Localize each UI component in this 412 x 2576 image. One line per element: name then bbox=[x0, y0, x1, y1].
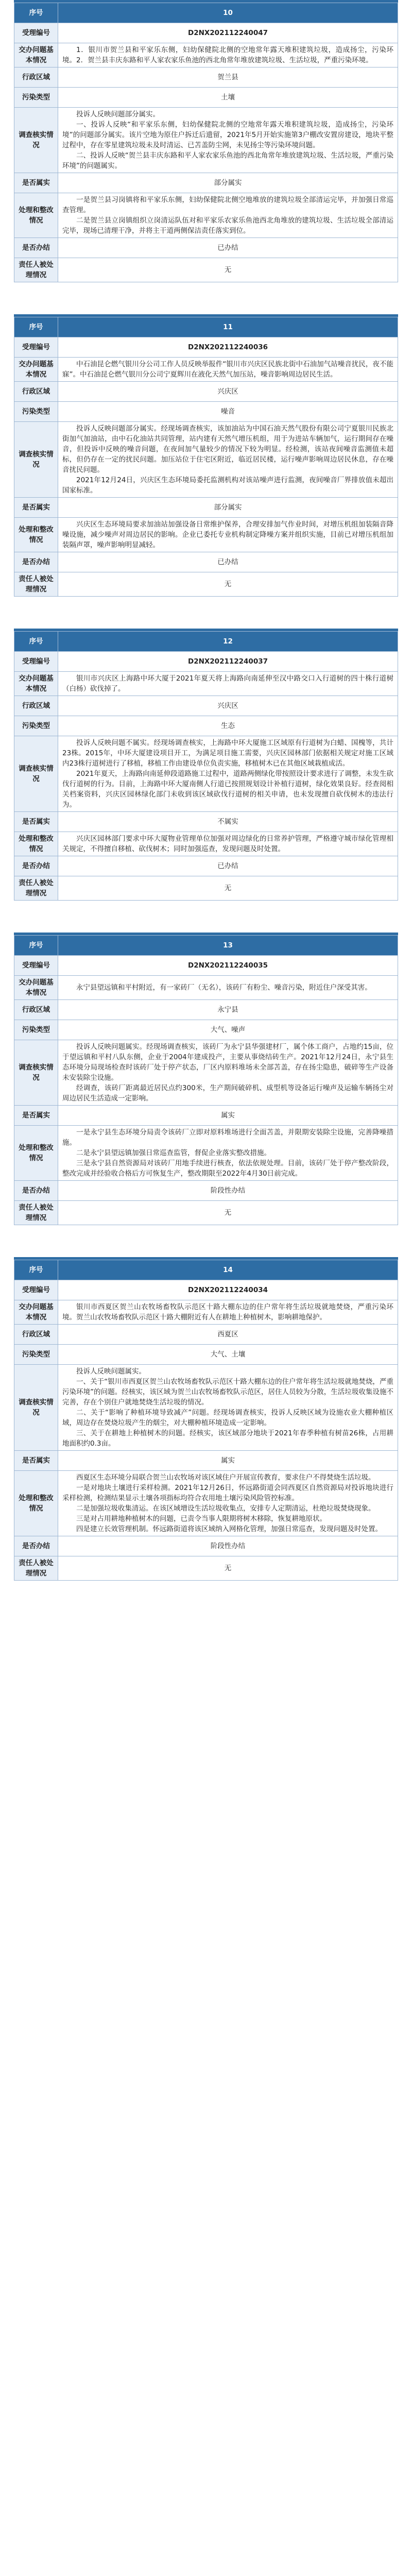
investigation-text bbox=[58, 1365, 398, 1451]
label-finished: 是否办结 bbox=[14, 552, 58, 572]
basic-info: 1．银川市贺兰县和平家乐东侧，妇幼保健院北侧的空地常年露天堆积建筑垃圾，造成扬尘，污染环境。2．贺兰县丰庆东路和平人家农家乐鱼池的西北角常年堆放建筑垃圾、生活垃圾，严重污染环境。 bbox=[62, 46, 393, 64]
label-pollution: 污染类型 bbox=[14, 1345, 58, 1365]
row-accountable bbox=[14, 1201, 398, 1225]
row-number bbox=[14, 1260, 398, 1280]
row-number bbox=[14, 3, 398, 23]
investigation-paragraph: 二、关于“影响了种植环境导致减产”问题。经现场调查核实，投诉人反映区域为设施农业大棚种植区域，周边存在焚烧垃圾产生的烟尘，对大棚种植环境造成一定影响。 bbox=[62, 1409, 393, 1427]
investigation-paragraph: 投诉人反映问题部分属实。经现场调查核实，该加油站为中国石油天然气股份有限公司宁夏银川民族北街加气加油站，由中石化油站共同管理，站内建有天然气增压机组，用于为进站车辆加气，运行期间存在噪音，但投诉中反映的噪音问题，在夜间加气量较少的情况下较为明显。经检测，该站夜间噪音监测值未超标，但仍存在一定的扰民问题。加压站位于住宅区附近，临近居民楼，运行噪声影响周边居民休息，存在噪音扰民问题。 bbox=[62, 425, 393, 474]
row-region bbox=[14, 382, 398, 402]
receipt-number: D2NX202112240036 bbox=[58, 337, 398, 358]
label-verified: 是否属实 bbox=[14, 1451, 58, 1471]
accountable-value: 无 bbox=[58, 1556, 398, 1581]
label-accountable: 责任人被处理情况 bbox=[14, 258, 58, 282]
row-region bbox=[14, 67, 398, 88]
case-table bbox=[14, 3, 398, 282]
label-number: 序号 bbox=[14, 632, 58, 652]
handling-paragraph: 兴庆区园林部门要求中环大厦物业管理单位加强对周边绿化的日常养护管理，严格遵守城市绿化管理相关规定，不得擅自移植、砍伐树木；同时加强巡查，发现问题及时处置。 bbox=[62, 835, 393, 853]
row-investigation bbox=[14, 1365, 398, 1451]
label-region: 行政区域 bbox=[14, 696, 58, 716]
case-card bbox=[14, 1257, 398, 1581]
pollution-type: 生态 bbox=[58, 716, 398, 736]
verified-value: 部分属实 bbox=[58, 173, 398, 193]
label-number: 序号 bbox=[14, 317, 58, 337]
handling-paragraph: 三是永宁县自然资源局对该砖厂用地手续进行核查，依法依规处理。目前，该砖厂处于停产整改阶段，整改完成并经验收合格后方可恢复生产，整改期限至2022年4月30日前完成。 bbox=[62, 1159, 393, 1178]
label-region: 行政区域 bbox=[14, 1000, 58, 1020]
investigation-paragraph: 2021年夏天，上海路向南延伸段道路施工过程中，道路两侧绿化带按照设计要求进行了调整，未发生砍伐行道树的行为。目前，上海路中环大厦南侧人行道已按照规划设计补植行道树，绿化效果良好。经查阅相关档案资料，兴庆区园林绿化部门未收到该区域砍伐行道树的相关申请，也未发现擅自砍伐树木的违法行为。 bbox=[62, 770, 393, 809]
receipt-number: D2NX202112240035 bbox=[58, 956, 398, 976]
receipt-number: D2NX202112240037 bbox=[58, 652, 398, 672]
label-handling: 处理和整改情况 bbox=[14, 518, 58, 552]
investigation-paragraph: 投诉人反映问题部分属实。 bbox=[76, 110, 160, 118]
label-receipt: 受理编号 bbox=[14, 1280, 58, 1300]
accountable-value: 无 bbox=[58, 572, 398, 597]
pollution-type: 大气、噪声 bbox=[58, 1020, 398, 1040]
row-receipt bbox=[14, 956, 398, 976]
row-basic bbox=[14, 43, 398, 67]
row-verified bbox=[14, 498, 398, 518]
handling-text bbox=[58, 832, 398, 856]
row-receipt bbox=[14, 23, 398, 43]
label-accountable: 责任人被处理情况 bbox=[14, 876, 58, 901]
finished-value: 已办结 bbox=[58, 238, 398, 258]
row-handling bbox=[14, 1471, 398, 1536]
investigation-text bbox=[58, 736, 398, 812]
label-receipt: 受理编号 bbox=[14, 337, 58, 358]
investigation-paragraph: 一、关于“银川市西夏区贺兰山农牧场畜牧队示范区十路大棚东边的住户常年将生活垃圾就地焚烧，严重污染环境”的问题。经核实，该区域为贺兰山农牧场畜牧队示范区，居住人员较为分散，生活垃圾收集设施不完善，存在个别住户就地焚烧生活垃圾的情况。 bbox=[62, 1378, 393, 1406]
label-verified: 是否属实 bbox=[14, 498, 58, 518]
row-finished bbox=[14, 1536, 398, 1556]
label-verified: 是否属实 bbox=[14, 812, 58, 832]
label-verified: 是否属实 bbox=[14, 173, 58, 193]
row-receipt bbox=[14, 337, 398, 358]
label-number: 序号 bbox=[14, 936, 58, 956]
row-investigation bbox=[14, 736, 398, 812]
case-number: 12 bbox=[58, 632, 398, 652]
row-accountable bbox=[14, 572, 398, 597]
handling-paragraph: 一是贺兰县习岗镇将和平家乐东侧，妇幼保健院北侧空地堆放的建筑垃圾全部清运完毕，并加强日常巡查管理。 bbox=[62, 196, 393, 214]
label-accountable: 责任人被处理情况 bbox=[14, 1201, 58, 1225]
label-pollution: 污染类型 bbox=[14, 88, 58, 108]
label-handling: 处理和整改情况 bbox=[14, 1471, 58, 1536]
label-accountable: 责任人被处理情况 bbox=[14, 572, 58, 597]
case-card bbox=[14, 0, 398, 282]
handling-paragraph: 二是贺兰县立岗镇组织立岗清运队伍对和平家乐农家乐鱼池西北角堆放的建筑垃圾、生活垃圾全部清运完毕，现场已清理干净，并将主干道两侧保洁责任落实到位。 bbox=[62, 216, 393, 235]
label-handling: 处理和整改情况 bbox=[14, 832, 58, 856]
label-basic: 交办问题基本情况 bbox=[14, 43, 58, 67]
handling-paragraph: 一是永宁县生态环境分局责令该砖厂立即对原料堆场进行全面苫盖，并限期安装除尘设施，完善降噪措施。 bbox=[62, 1128, 393, 1147]
handling-paragraph: 二是加强垃圾收集清运。在该区域增设生活垃圾收集点，安排专人定期清运，杜绝垃圾焚烧现象。 bbox=[76, 1504, 375, 1513]
region-value: 兴庆区 bbox=[58, 382, 398, 402]
row-basic bbox=[14, 1300, 398, 1325]
row-basic bbox=[14, 358, 398, 382]
label-finished: 是否办结 bbox=[14, 238, 58, 258]
investigation-paragraph: 二、投诉人反映“贺兰县丰庆东路和平人家农家乐鱼池的西北角常年堆放建筑垃圾、生活垃圾，严重污染环境”的问题属实。 bbox=[62, 151, 393, 170]
label-pollution: 污染类型 bbox=[14, 1020, 58, 1040]
pollution-type: 噪音 bbox=[58, 402, 398, 422]
case-table bbox=[14, 631, 398, 901]
handling-paragraph: 四是建立长效管理机制。怀远路街道将该区域纳入网格化管理，加强日常巡查，发现问题及时处置。 bbox=[76, 1525, 382, 1533]
label-number: 序号 bbox=[14, 1260, 58, 1280]
row-pollution bbox=[14, 1345, 398, 1365]
case-card bbox=[14, 314, 398, 597]
label-verified: 是否属实 bbox=[14, 1106, 58, 1126]
investigation-paragraph: 投诉人反映问题属实。 bbox=[76, 1367, 146, 1376]
case-table bbox=[14, 317, 398, 597]
label-pollution: 污染类型 bbox=[14, 402, 58, 422]
verified-value: 属实 bbox=[58, 1451, 398, 1471]
investigation-text bbox=[58, 422, 398, 498]
row-accountable bbox=[14, 876, 398, 901]
row-finished bbox=[14, 1181, 398, 1201]
accountable-value: 无 bbox=[58, 1201, 398, 1225]
row-number bbox=[14, 632, 398, 652]
verified-value: 不属实 bbox=[58, 812, 398, 832]
handling-paragraph: 西夏区生态环境分局联合贺兰山农牧场对该区域住户开展宣传教育，要求住户不得焚烧生活垃圾。 bbox=[76, 1473, 375, 1482]
label-investigation: 调查核实情况 bbox=[14, 1365, 58, 1451]
row-receipt bbox=[14, 652, 398, 672]
case-card bbox=[14, 629, 398, 901]
row-investigation bbox=[14, 1040, 398, 1106]
row-handling bbox=[14, 518, 398, 552]
row-basic bbox=[14, 672, 398, 696]
handling-paragraph: 二是永宁县望远镇加强日常巡查监管，督促企业落实整改措施。 bbox=[76, 1149, 271, 1157]
verified-value: 部分属实 bbox=[58, 498, 398, 518]
label-investigation: 调查核实情况 bbox=[14, 736, 58, 812]
row-basic bbox=[14, 976, 398, 1000]
handling-paragraph: 一是对地块土壤进行采样检测。2021年12月26日，怀远路街道会同西夏区自然资源局对投诉地块进行采样检测，检测结果显示土壤各项指标均符合农用地土壤污染风险管控标准。 bbox=[62, 1484, 393, 1502]
label-pollution: 污染类型 bbox=[14, 716, 58, 736]
pollution-type: 土壤 bbox=[58, 88, 398, 108]
label-basic: 交办问题基本情况 bbox=[14, 358, 58, 382]
finished-value: 已办结 bbox=[58, 856, 398, 876]
region-value: 贺兰县 bbox=[58, 67, 398, 88]
finished-value: 阶段性办结 bbox=[58, 1181, 398, 1201]
label-finished: 是否办结 bbox=[14, 856, 58, 876]
basic-info: 银川市西夏区贺兰山农牧场畜牧队示范区十路大棚东边的住户常年将生活垃圾就地焚烧，严重污染环境。贺兰山农牧场畜牧队示范区十路大棚附近有人在耕地上种植树木，影响耕地保护。 bbox=[62, 1303, 393, 1321]
case-table bbox=[14, 935, 398, 1225]
accountable-value: 无 bbox=[58, 258, 398, 282]
row-investigation bbox=[14, 108, 398, 173]
receipt-number: D2NX202112240047 bbox=[58, 23, 398, 43]
investigation-paragraph: 投诉人反映问题不属实。经现场调查核实，上海路中环大厦施工区域原有行道树为白蜡、国槐等，共计23株。2015年，中环大厦建设项目开工，为满足项目施工需要，兴庆区园林部门依据相关规定对施工区域内23株行道树进行了移植，移植工作由建设单位负责实施，移植树木已在其他区域栽植成活。 bbox=[62, 739, 393, 768]
finished-value: 已办结 bbox=[58, 552, 398, 572]
investigation-paragraph: 投诉人反映问题属实。经现场调查核实，该砖厂为永宁县华强建材厂，属个体工商户，占地约15亩，位于望远镇和平村八队东侧，企业于2004年建成投产，主要从事烧结砖生产。2021年12月24日，永宁县生态环境分局现场检查时该砖厂处于停产状态，厂区内原料堆场未全部苫盖，存在扬尘隐患，破碎等生产设备未安装除尘设施。 bbox=[62, 1043, 393, 1082]
investigation-paragraph: 2021年12月24日，兴庆区生态环境局委托监测机构对该站噪声进行监测，夜间噪音厂界排放值未超出国家标准。 bbox=[62, 476, 393, 495]
label-investigation: 调查核实情况 bbox=[14, 422, 58, 498]
row-receipt bbox=[14, 1280, 398, 1300]
case-number: 11 bbox=[58, 317, 398, 337]
row-pollution bbox=[14, 1020, 398, 1040]
handling-paragraph: 三是对占用耕地种植树木的问题，已责令当事人限期将树木移除，恢复耕地原状。 bbox=[76, 1515, 327, 1523]
accountable-value: 无 bbox=[58, 876, 398, 901]
label-accountable: 责任人被处理情况 bbox=[14, 1556, 58, 1581]
label-number: 序号 bbox=[14, 3, 58, 23]
row-investigation bbox=[14, 422, 398, 498]
row-pollution bbox=[14, 88, 398, 108]
row-region bbox=[14, 1325, 398, 1345]
row-verified bbox=[14, 812, 398, 832]
label-investigation: 调查核实情况 bbox=[14, 1040, 58, 1106]
label-handling: 处理和整改情况 bbox=[14, 1126, 58, 1181]
receipt-number: D2NX202112240034 bbox=[58, 1280, 398, 1300]
handling-text bbox=[58, 518, 398, 552]
row-handling bbox=[14, 832, 398, 856]
row-finished bbox=[14, 856, 398, 876]
case-table bbox=[14, 1260, 398, 1581]
row-verified bbox=[14, 1451, 398, 1471]
row-number bbox=[14, 936, 398, 956]
investigation-paragraph: 三、关于在耕地上种植树木的问题。经核实，该区域部分地块于2021年春季种植有树苗26株，占用耕地面积约0.3亩。 bbox=[62, 1429, 393, 1448]
basic-info: 永宁县望远镇和平村附近，有一家砖厂（无名），该砖厂有粉尘、噪音污染，附近住户深受其害。 bbox=[76, 984, 372, 992]
row-region bbox=[14, 696, 398, 716]
label-basic: 交办问题基本情况 bbox=[14, 672, 58, 696]
row-accountable bbox=[14, 1556, 398, 1581]
label-region: 行政区域 bbox=[14, 382, 58, 402]
row-handling bbox=[14, 193, 398, 238]
pollution-type: 大气、土壤 bbox=[58, 1345, 398, 1365]
handling-paragraph: 兴庆区生态环境局要求加油站加强设备日常维护保养，合理安排加气作业时间，对增压机组加装隔音降噪设施，减少噪声对周边居民的影响。企业已委托专业机构制定降噪方案并组织实施，目前已对增压机组加装隔声罩，噪声影响明显减轻。 bbox=[62, 520, 393, 549]
label-region: 行政区域 bbox=[14, 67, 58, 88]
label-region: 行政区域 bbox=[14, 1325, 58, 1345]
row-pollution bbox=[14, 402, 398, 422]
investigation-text bbox=[58, 108, 398, 173]
row-number bbox=[14, 317, 398, 337]
handling-text bbox=[58, 1126, 398, 1181]
region-value: 兴庆区 bbox=[58, 696, 398, 716]
row-pollution bbox=[14, 716, 398, 736]
label-investigation: 调查核实情况 bbox=[14, 108, 58, 173]
case-card bbox=[14, 933, 398, 1225]
region-value: 永宁县 bbox=[58, 1000, 398, 1020]
label-basic: 交办问题基本情况 bbox=[14, 1300, 58, 1325]
row-verified bbox=[14, 1106, 398, 1126]
handling-text bbox=[58, 1471, 398, 1536]
label-basic: 交办问题基本情况 bbox=[14, 976, 58, 1000]
case-number: 13 bbox=[58, 936, 398, 956]
case-number: 14 bbox=[58, 1260, 398, 1280]
row-handling bbox=[14, 1126, 398, 1181]
row-finished bbox=[14, 238, 398, 258]
row-region bbox=[14, 1000, 398, 1020]
case-list bbox=[14, 0, 398, 1613]
label-receipt: 受理编号 bbox=[14, 652, 58, 672]
investigation-paragraph: 经调查，该砖厂距离最近居民点约300米，生产期间破碎机、成型机等设备运行噪声及运输车辆扬尘对周边居民生活造成一定影响。 bbox=[62, 1084, 393, 1103]
basic-info: 银川市兴庆区上海路中环大厦于2021年夏天将上海路向南延伸至汉中路交口入行道树的四十株行道树（白杨）砍伐掉了。 bbox=[62, 674, 393, 693]
label-finished: 是否办结 bbox=[14, 1181, 58, 1201]
row-finished bbox=[14, 552, 398, 572]
handling-text bbox=[58, 193, 398, 238]
row-accountable bbox=[14, 258, 398, 282]
basic-info: 中石油昆仑燃气银川分公司工作人员反映举报件“银川市兴庆区民族北街中石油加气站噪音扰民，夜不能寐”。中石油昆仑燃气银川分公司宁夏辉川在液化天然气加压站，噪音影响周边居民生活。 bbox=[62, 360, 393, 379]
label-receipt: 受理编号 bbox=[14, 956, 58, 976]
case-number: 10 bbox=[58, 3, 398, 23]
label-handling: 处理和整改情况 bbox=[14, 193, 58, 238]
label-finished: 是否办结 bbox=[14, 1536, 58, 1556]
label-receipt: 受理编号 bbox=[14, 23, 58, 43]
verified-value: 属实 bbox=[58, 1106, 398, 1126]
investigation-paragraph: 一、投诉人反映“和平家乐东侧，妇幼保健院北侧的空地常年露天堆积建筑垃圾，造成扬尘，污染环境”的问题部分属实。该片空地为原住户拆迁后遗留，2021年5月开始实施第3户棚改安置房建设，地块平整过程中，存在零星建筑垃圾未及时清运、已苫盖防尘网，未见扬尘等污染环境问题。 bbox=[62, 121, 393, 149]
investigation-text bbox=[58, 1040, 398, 1106]
finished-value: 阶段性办结 bbox=[58, 1536, 398, 1556]
region-value: 西夏区 bbox=[58, 1325, 398, 1345]
row-verified bbox=[14, 173, 398, 193]
